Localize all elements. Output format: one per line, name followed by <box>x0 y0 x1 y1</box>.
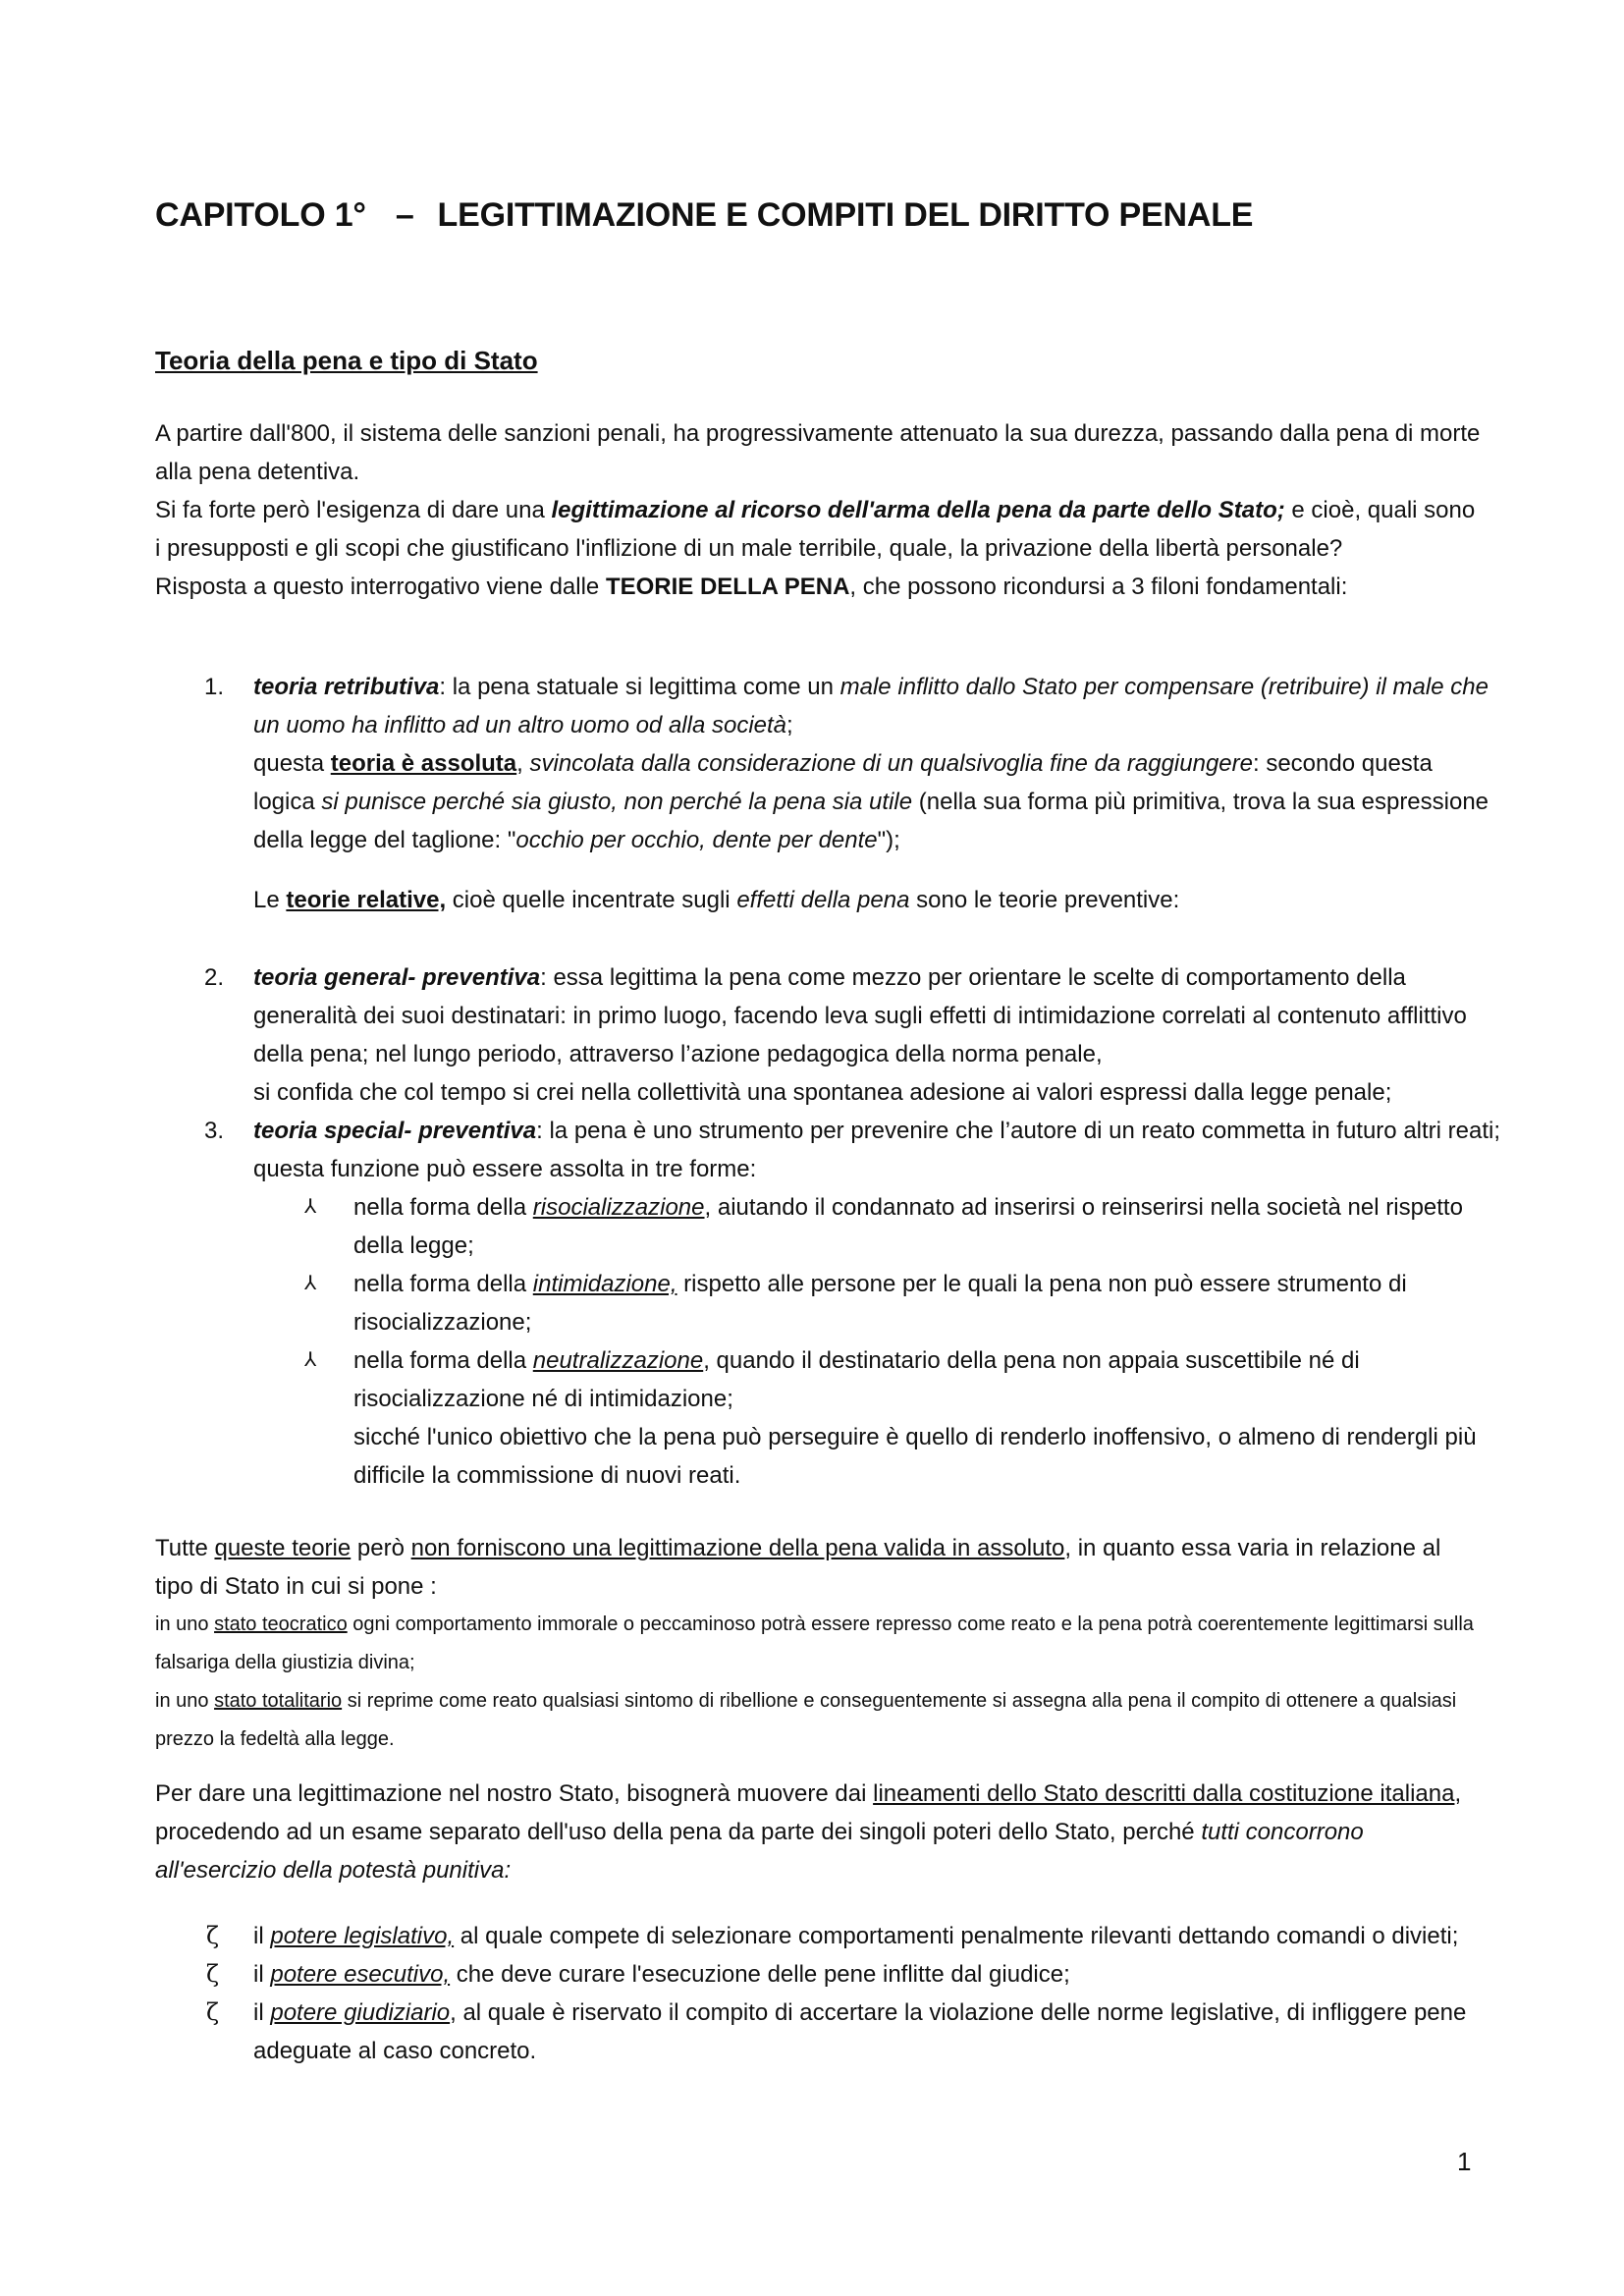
para-text: Tutte <box>155 1535 215 1561</box>
theory-text: questa <box>253 750 331 777</box>
constitution-paragraph <box>155 1775 1481 1889</box>
theory-text: (nella sua forma più primitiva, trova la sua espressione della legge del taglione: " <box>253 789 1489 853</box>
theory-text: "); <box>877 827 900 853</box>
para-text: però <box>351 1535 411 1561</box>
intro-line-1: A partire dall'800, il sistema delle sanzioni penali, ha progressivamente attenuato la sua durezza, passando dalla pena di morte alla pena detentiva. <box>155 420 1481 485</box>
zeta-bullet-icon: ζ <box>206 1960 220 1988</box>
page-number: 1 <box>1457 2147 1472 2176</box>
theory-item-2 <box>155 958 1500 1112</box>
zeta-bullet-icon: ζ <box>206 1922 220 1949</box>
section-title: Teoria della pena e tipo di Stato <box>155 346 538 375</box>
intro-text: Risposta a questo interrogativo viene dalle <box>155 574 606 600</box>
para-text: si reprime come reato qualsiasi sintomo di ribellione e conseguentemente si assegna alla pena il compito di ottenere a qualsiasi prezzo la fedeltà alla legge. <box>155 1690 1457 1750</box>
form-text: rispetto alle persone per le quali la pena non può essere strumento di risocializzazione; <box>353 1271 1407 1336</box>
theocratic-state-line <box>155 1606 1481 1682</box>
form-text: nella forma della <box>353 1271 533 1297</box>
note-text: Le <box>253 887 287 913</box>
power-text: , al quale è riservato il compito di accertare la violazione delle norme legislative, di infliggere pene adeguate al caso concreto. <box>253 1999 1467 2064</box>
theory-text-italic: occhio per occhio, dente per dente <box>515 827 878 853</box>
note-text: cioè quelle incentrate sugli <box>446 887 737 913</box>
para-text: , in quanto essa varia in relazione al tipo di Stato in cui si pone : <box>155 1535 1441 1600</box>
theory-text-italic: male inflitto dallo Stato per compensare (retribuire) il male che un uomo ha inflitto ad un altro uomo od alla società <box>253 674 1489 738</box>
chapter-title: LEGITTIMAZIONE E COMPITI DEL DIRITTO PENALE <box>437 196 1254 234</box>
theory-text: : essa legittima la pena come mezzo per orientare le scelte di comportamento della generalità dei suoi destinatari: in primo luogo, facendo leva sugli effetti di intimidazione correlati al contenuto afflittivo della pena; nel lungo periodo, attraverso l’azione pedagogica della norma penale, <box>253 964 1467 1067</box>
theory-text: si confida che col tempo si crei nella collettività una spontanea adesione ai valori espressi dalla legge penale; <box>253 1079 1392 1106</box>
form-text: , quando il destinatario della pena non appaia suscettibile né di risocializzazione né di intimidazione; <box>353 1347 1360 1412</box>
para-text: , procedendo ad un esame separato dell'uso della pena da parte dei singoli poteri dello Stato, perché <box>155 1780 1462 1845</box>
theory-text: ; <box>786 712 793 738</box>
theory-item-1 <box>155 668 1500 919</box>
theory-text-italic: si punisce perché sia giusto, non perché la pena sia utile <box>321 789 913 815</box>
para-text: in uno <box>155 1613 215 1635</box>
prevention-form-item <box>155 1188 1500 1265</box>
power-text: il <box>253 1923 271 1949</box>
theory-name: teoria special- preventiva <box>253 1118 537 1144</box>
prevention-form-item <box>155 1265 1500 1341</box>
power-text: al quale compete di selezionare comportamenti penalmente rilevanti dettando comandi o divieti; <box>454 1923 1459 1949</box>
power-item-judicial <box>155 1994 1500 2070</box>
form-term: risocializzazione <box>532 1194 705 1221</box>
theory-number: 3. <box>204 1118 225 1144</box>
power-text: il <box>253 1961 271 1988</box>
form-text: nella forma della <box>353 1194 533 1221</box>
power-item-legislative <box>155 1917 1500 1955</box>
theory-list-part-2 <box>155 958 1500 1495</box>
intro-emphasis: legittimazione al ricorso dell'arma della pena da parte dello Stato; <box>551 497 1285 523</box>
theory-number: 1. <box>204 674 225 700</box>
chapter-dash: – <box>395 196 414 234</box>
theory-text: , <box>516 750 530 777</box>
form-term: intimidazione, <box>532 1271 677 1297</box>
relative-theories-note <box>253 881 1500 919</box>
theory-text: : secondo questa logica <box>253 750 1433 815</box>
form-text: , aiutando il condannato ad inserirsi o reinserirsi nella società nel rispetto della legge; <box>353 1194 1463 1259</box>
note-italic: effetti della pena <box>736 887 910 913</box>
state-powers-list <box>155 1917 1500 2070</box>
power-name: potere legislativo, <box>270 1923 455 1949</box>
note-bold-underline: teorie relative, <box>286 887 447 913</box>
chapter-heading <box>155 196 1253 235</box>
theory-name: teoria retributiva <box>253 674 440 700</box>
power-name: potere giudiziario <box>270 1999 451 2026</box>
theory-text: : la pena è uno strumento per prevenire che l’autore di un reato commetta in futuro altri reati; questa funzione può essere assolta in tre forme: <box>253 1118 1501 1182</box>
para-underline: lineamenti dello Stato descritti dalla costituzione italiana <box>873 1780 1455 1807</box>
intro-text: , che possono ricondursi a 3 filoni fondamentali: <box>849 574 1348 600</box>
form-text: nella forma della <box>353 1347 533 1374</box>
para-underline: queste teorie <box>214 1535 352 1561</box>
form-term: neutralizzazione <box>532 1347 704 1374</box>
para-underline: stato teocratico <box>214 1613 348 1635</box>
intro-text: e cioè, quali sono i presupposti e gli scopi che giustificano l'inflizione di un male terribile, quale, la privazione della libertà personale? <box>155 497 1476 562</box>
theory-text-italic: svincolata dalla considerazione di un qualsivoglia fine da raggiungere <box>529 750 1253 777</box>
para-text: ogni comportamento immorale o peccaminoso potrà essere represso come reato e la pena potrà coerentemente legittimarsi sulla falsariga della giustizia divina; <box>155 1613 1474 1673</box>
theory-number: 2. <box>204 964 225 991</box>
bullet-icon: ⅄ <box>304 1196 317 1218</box>
intro-text: Si fa forte però l'esigenza di dare una <box>155 497 552 523</box>
bullet-icon: ⅄ <box>304 1349 317 1371</box>
theory-list-part-1 <box>155 668 1500 919</box>
state-types-paragraph <box>155 1529 1481 1759</box>
para-italic: tutti concorrono all'esercizio della potestà punitiva: <box>155 1819 1364 1884</box>
form-closing: sicché l'unico obiettivo che la pena può perseguire è quello di renderlo inoffensivo, o almeno di rendergli più difficile la commissione di nuovi reati. <box>353 1424 1477 1489</box>
para-text: Per dare una legittimazione nel nostro Stato, bisognerà muovere dai <box>155 1780 874 1807</box>
intro-bold: TEORIE DELLA PENA <box>605 574 850 600</box>
theory-name: teoria general- preventiva <box>253 964 541 991</box>
para-underline: non forniscono una legittimazione della pena valida in assoluto <box>410 1535 1065 1561</box>
power-name: potere esecutivo, <box>270 1961 451 1988</box>
chapter-number: CAPITOLO 1° <box>155 196 366 234</box>
bullet-icon: ⅄ <box>304 1273 317 1294</box>
state-types-intro <box>155 1529 1481 1606</box>
intro-paragraph <box>155 414 1481 606</box>
intro-line-3 <box>155 568 1481 606</box>
totalitarian-state-line <box>155 1682 1481 1759</box>
theory-bold-underline: teoria è assoluta <box>330 750 517 777</box>
zeta-bullet-icon: ζ <box>206 1998 220 2026</box>
intro-line-2 <box>155 491 1481 568</box>
theory-item-3 <box>155 1112 1500 1188</box>
note-text: sono le teorie preventive: <box>909 887 1180 913</box>
para-text: in uno <box>155 1690 215 1712</box>
theory-text: : la pena statuale si legittima come un <box>439 674 840 700</box>
prevention-form-item <box>155 1341 1500 1495</box>
power-item-executive <box>155 1955 1500 1994</box>
power-text: il <box>253 1999 271 2026</box>
para-underline: stato totalitario <box>214 1690 343 1712</box>
power-text: che deve curare l'esecuzione delle pene inflitte dal giudice; <box>450 1961 1070 1988</box>
